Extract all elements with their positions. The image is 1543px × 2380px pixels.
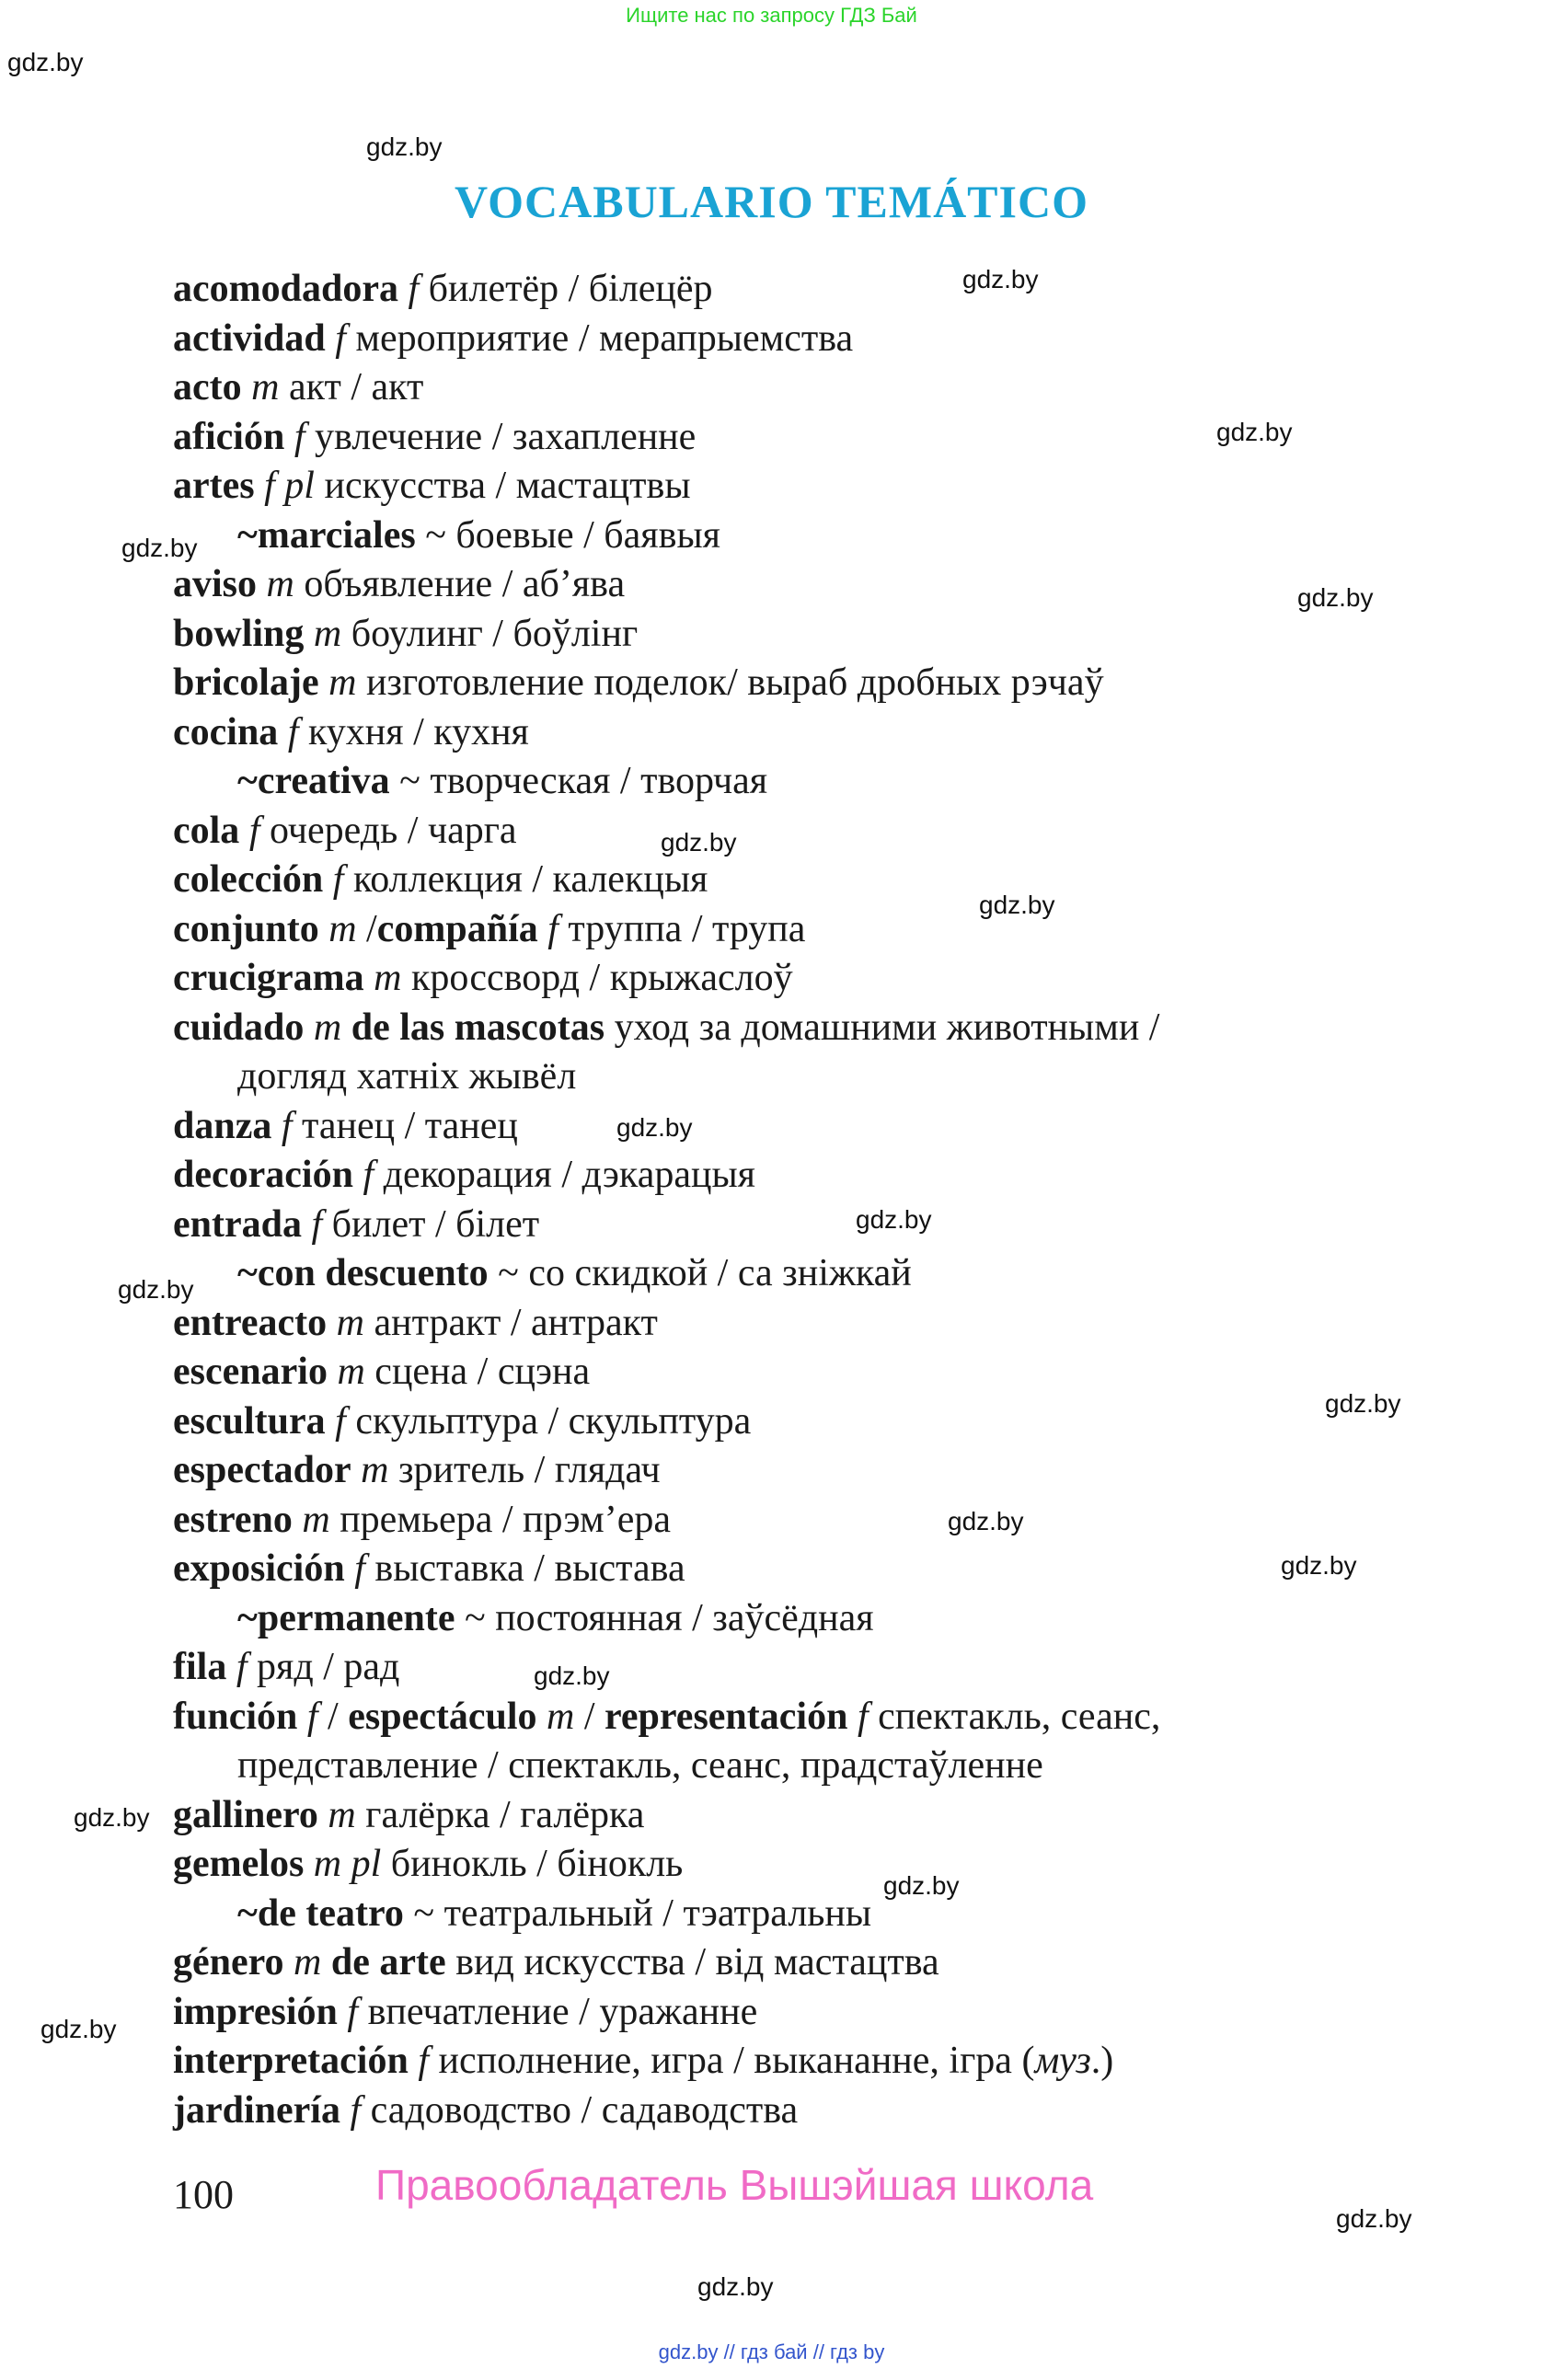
translation: мероприятие / мерапрыемства	[345, 316, 854, 360]
grammar-tag: m	[294, 1941, 322, 1983]
translation	[398, 268, 409, 310]
headword: acomodadora	[173, 268, 398, 310]
grammar-tag: m	[266, 563, 294, 605]
grammar-tag: m	[547, 1695, 575, 1738]
grammar-tag: муз	[1034, 2040, 1091, 2082]
translation	[293, 1499, 303, 1541]
page-number: 100	[173, 2172, 234, 2217]
headword: acto	[173, 366, 242, 408]
translation: ~ постоянная / заўсёдная	[455, 1596, 874, 1639]
headword: cuidado	[173, 1006, 305, 1049]
translation	[242, 366, 252, 408]
headword: representación	[605, 1695, 848, 1738]
watermark: gdz.by	[1336, 2204, 1412, 2233]
grammar-tag: m	[328, 1793, 356, 1836]
vocab-entry	[173, 757, 1461, 807]
headword: artes	[173, 465, 255, 507]
translation: /	[574, 1695, 605, 1738]
vocab-entry	[173, 708, 1461, 758]
headword: ~de teatro	[237, 1891, 404, 1935]
translation: уход за домашними животными /	[605, 1006, 1160, 1049]
grammar-tag: m	[374, 957, 402, 999]
grammar-tag: f	[294, 415, 305, 458]
grammar-tag: f	[281, 1104, 293, 1147]
headword: gemelos	[173, 1843, 305, 1885]
headword: compañía	[376, 907, 538, 950]
grammar-tag: f	[335, 1399, 346, 1443]
translation	[353, 1154, 363, 1196]
translation: ~ боевые / баявыя	[415, 513, 720, 557]
translation	[304, 613, 314, 655]
translation: ~ творческая / творчая	[389, 760, 768, 802]
grammar-tag: f	[332, 858, 344, 901]
vocab-entry	[173, 560, 1461, 610]
vocab-entry	[173, 1988, 1461, 2038]
watermark: gdz.by	[366, 132, 443, 161]
translation: .)	[1090, 2040, 1114, 2082]
headword: ~con descuento	[237, 1252, 489, 1294]
grammar-tag: m	[336, 1301, 364, 1344]
watermark: gdz.by	[118, 1275, 194, 1304]
translation	[239, 810, 249, 852]
vocab-entry	[173, 807, 1461, 857]
headword: gallinero	[173, 1793, 318, 1836]
vocab-entry	[173, 315, 1461, 364]
grammar-tag: f	[306, 1695, 318, 1738]
translation	[226, 1646, 236, 1688]
translation	[319, 661, 329, 704]
grammar-tag: f	[248, 809, 260, 852]
translation: зритель / глядач	[388, 1449, 661, 1491]
watermark: gdz.by	[7, 48, 84, 76]
vocab-entry	[173, 1545, 1461, 1594]
headword: impresión	[173, 1990, 338, 2033]
translation	[345, 1547, 355, 1590]
headword: decoración	[173, 1154, 353, 1196]
vocab-entry	[173, 1151, 1461, 1201]
headword: entreacto	[173, 1301, 328, 1344]
vocab-entry	[173, 265, 1461, 315]
vocab-entry	[173, 1348, 1461, 1397]
translation: ~ театральный / тэатральны	[403, 1891, 872, 1935]
vocab-entry	[173, 1840, 1461, 1890]
headword: ~marciales	[237, 513, 416, 557]
headword: aviso	[173, 563, 258, 605]
watermark: gdz.by	[962, 265, 1039, 293]
vocabulary-list	[173, 265, 1461, 2135]
grammar-tag: f	[287, 710, 299, 753]
grammar-tag: f	[408, 268, 420, 310]
vocab-entry	[173, 1446, 1461, 1496]
vocab-entry	[173, 512, 1461, 561]
vocab-entry	[173, 1938, 1461, 1988]
headword: fila	[173, 1646, 227, 1688]
vocab-entry	[173, 1496, 1461, 1546]
translation: антракт / антракт	[363, 1301, 658, 1344]
translation	[326, 1400, 336, 1443]
vocab-entry	[173, 1643, 1461, 1693]
vocab-entry	[173, 856, 1461, 905]
translation: труппа / трупа	[558, 907, 806, 950]
headword: función	[173, 1695, 298, 1738]
translation: вид искусства / від мастацтва	[445, 1941, 939, 1983]
headword: de las mascotas	[351, 1006, 605, 1049]
translation: билет / білет	[322, 1202, 540, 1246]
watermark: gdz.by	[1281, 1551, 1357, 1580]
grammar-tag: f	[350, 2088, 362, 2132]
vocab-entry	[173, 1004, 1461, 1053]
translation: кухня / кухня	[298, 710, 529, 753]
grammar-tag: m pl	[313, 1843, 382, 1885]
translation: объявление / аб’ява	[294, 563, 626, 605]
translation: билетёр / білецёр	[419, 268, 713, 310]
translation	[538, 908, 548, 950]
grammar-tag: m	[251, 366, 280, 408]
grammar-tag: m	[302, 1498, 330, 1541]
translation	[537, 1696, 547, 1738]
vocab-entry	[173, 2037, 1461, 2087]
headword: ~creativa	[237, 760, 390, 802]
vocab-entry	[173, 905, 1461, 955]
translation	[302, 1203, 312, 1246]
translation	[284, 416, 294, 458]
headword: interpretación	[173, 2040, 409, 2082]
watermark: gdz.by	[1325, 1389, 1401, 1418]
headword: bricolaje	[173, 661, 319, 704]
headword: crucigrama	[173, 957, 364, 999]
translation: выставка / выстава	[364, 1547, 685, 1590]
translation	[351, 1449, 362, 1491]
translation	[271, 1105, 282, 1147]
headword: entrada	[173, 1202, 302, 1246]
translation	[326, 317, 336, 360]
translation: премьера / прэм’ера	[329, 1498, 672, 1541]
vocab-entry	[173, 2087, 1461, 2136]
headword: de arte	[330, 1941, 446, 1983]
translation	[364, 957, 374, 999]
translation	[255, 465, 265, 507]
page-title: VOCABULARIO TEMÁTICO	[455, 176, 1088, 227]
headword: jardinería	[173, 2088, 340, 2132]
translation: очередь / чарга	[259, 809, 517, 852]
translation: коллекция / калекцыя	[343, 858, 708, 901]
watermark: gdz.by	[979, 891, 1055, 919]
vocab-entry-continuation: догляд хатніх жывёл	[237, 1055, 577, 1098]
translation	[847, 1696, 858, 1738]
grammar-tag: f	[418, 2040, 430, 2082]
footer-links[interactable]: gdz.by // гдз бай // гдз by	[658, 2340, 885, 2363]
vocab-entry	[173, 363, 1461, 413]
grammar-tag: m	[313, 612, 342, 655]
grammar-tag: m	[361, 1449, 389, 1491]
watermark: gdz.by	[40, 2015, 117, 2043]
translation	[341, 1006, 351, 1049]
translation: исполнение, игра / выкананне, ігра (	[429, 2040, 1035, 2082]
translation	[340, 2089, 351, 2132]
watermark: gdz.by	[1216, 418, 1293, 446]
headword: escenario	[173, 1351, 328, 1393]
watermark: gdz.by	[1297, 583, 1374, 612]
translation: искусства / мастацтвы	[314, 465, 691, 507]
top-banner[interactable]: Ищите нас по запросу ГДЗ Бай	[626, 4, 917, 27]
translation: увлечение / захапленне	[305, 415, 697, 458]
vocab-entry	[173, 659, 1461, 708]
translation	[327, 1302, 337, 1344]
translation	[297, 1696, 307, 1738]
watermark: gdz.by	[883, 1871, 960, 1900]
translation	[278, 711, 288, 753]
headword: danza	[173, 1104, 272, 1147]
vocab-entry	[173, 413, 1461, 463]
vocab-entry	[173, 1102, 1461, 1152]
vocab-entry	[173, 610, 1461, 660]
translation: кроссворд / крыжаслоў	[401, 957, 793, 999]
grammar-tag: f	[335, 316, 346, 360]
grammar-tag: f	[354, 1547, 365, 1590]
vocab-entry	[173, 954, 1461, 1004]
translation: акт / акт	[279, 366, 424, 408]
grammar-tag: f	[347, 1990, 359, 2033]
grammar-tag: m	[337, 1351, 365, 1393]
headword: espectador	[173, 1449, 351, 1491]
grammar-tag: m	[313, 1006, 342, 1049]
vocab-entry	[173, 1201, 1461, 1250]
translation	[304, 1843, 314, 1885]
vocab-entry-continuation: представление / спектакль, сеанс, прадстаўленне	[237, 1744, 1043, 1787]
grammar-tag: f	[236, 1646, 248, 1688]
translation: изготовление поделок/ выраб дробных рэчаў	[356, 661, 1104, 704]
rights-holder: Правообладатель Вышэйшая школа	[375, 2161, 1094, 2209]
translation	[257, 563, 267, 605]
watermark: gdz.by	[697, 2272, 774, 2301]
translation: садоводство / садаводства	[361, 2088, 799, 2132]
grammar-tag: f	[311, 1202, 323, 1246]
translation: /	[356, 907, 377, 950]
vocab-entry	[173, 1299, 1461, 1349]
translation	[319, 908, 329, 950]
translation: галёрка / галёрка	[355, 1793, 645, 1836]
watermark: gdz.by	[856, 1205, 932, 1234]
translation	[409, 2040, 419, 2082]
translation: впечатление / уражанне	[358, 1990, 758, 2033]
headword: exposición	[173, 1547, 345, 1590]
grammar-tag: m	[328, 661, 357, 704]
headword: afición	[173, 415, 285, 458]
translation: танец / танец	[292, 1104, 518, 1147]
translation: бинокль / бінокль	[381, 1843, 684, 1885]
vocab-entry	[173, 1890, 1461, 1939]
headword: cocina	[173, 710, 279, 753]
translation: /	[317, 1695, 349, 1738]
translation	[328, 1351, 338, 1393]
grammar-tag: f	[363, 1154, 374, 1196]
headword: estreno	[173, 1498, 293, 1541]
translation: спектакль, сеанс,	[868, 1695, 1161, 1738]
vocab-entry	[173, 1693, 1461, 1742]
headword: colección	[173, 858, 324, 901]
headword: bowling	[173, 612, 305, 655]
translation: скульптура / скульптура	[345, 1399, 752, 1443]
translation	[318, 1794, 328, 1836]
vocab-entry	[173, 462, 1461, 512]
translation: боулинг / боўлінг	[341, 612, 639, 655]
vocab-entry	[173, 1594, 1461, 1644]
translation	[284, 1941, 294, 1983]
grammar-tag: f	[547, 907, 558, 950]
translation	[323, 858, 333, 901]
grammar-tag: f	[857, 1695, 869, 1738]
translation: ~ со скидкой / са зніжкай	[488, 1252, 912, 1294]
headword: ~permanente	[237, 1596, 455, 1639]
translation: сцена / сцэна	[364, 1351, 591, 1393]
headword: escultura	[173, 1399, 326, 1443]
watermark: gdz.by	[534, 1661, 610, 1690]
vocab-entry	[173, 1791, 1461, 1841]
translation	[338, 1991, 348, 2033]
headword: conjunto	[173, 907, 319, 950]
headword: género	[173, 1941, 284, 1983]
watermark: gdz.by	[948, 1507, 1024, 1535]
grammar-tag: m	[328, 907, 357, 950]
grammar-tag: f pl	[264, 465, 315, 507]
translation: декорация / дэкарацыя	[374, 1154, 755, 1196]
headword: cola	[173, 809, 240, 852]
headword: actividad	[173, 316, 326, 360]
watermark: gdz.by	[616, 1113, 693, 1142]
watermark: gdz.by	[74, 1803, 150, 1832]
translation: ряд / рад	[247, 1646, 400, 1688]
watermark: gdz.by	[661, 828, 737, 857]
translation	[304, 1006, 314, 1049]
vocab-entry	[173, 1249, 1461, 1299]
watermark: gdz.by	[121, 534, 198, 562]
headword: espectáculo	[348, 1695, 537, 1738]
translation	[321, 1941, 331, 1983]
vocab-entry	[173, 1397, 1461, 1447]
